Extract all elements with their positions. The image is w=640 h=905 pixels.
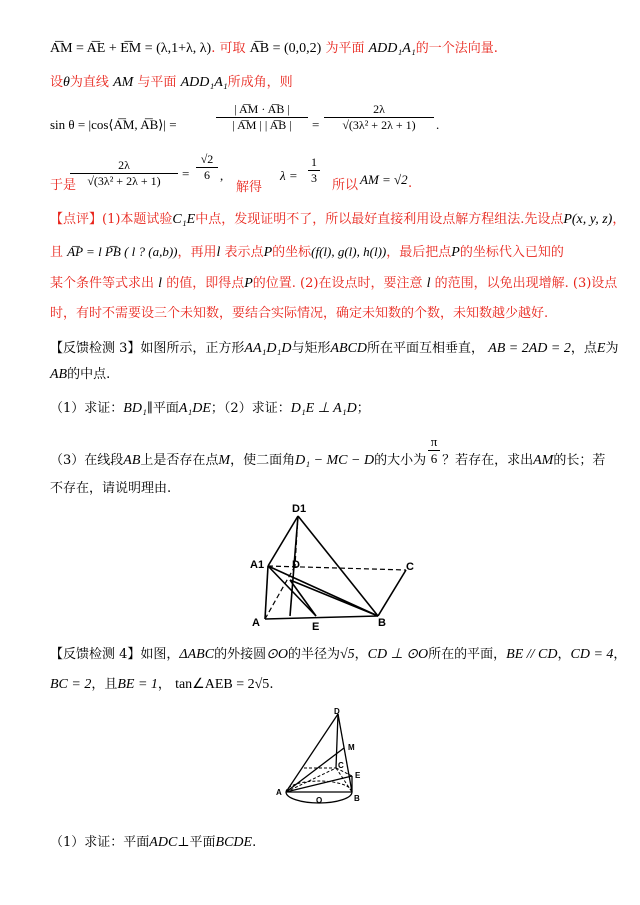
- problem-text: ，且: [91, 677, 118, 692]
- fraction-2lambda-2: [70, 158, 178, 189]
- comment-text: 某个条件等式求出: [50, 276, 155, 291]
- problem-text: ，: [613, 647, 627, 662]
- perpendicular-relation: D₁E ⊥ A₁D: [290, 401, 357, 416]
- problem-text: 的中点.: [67, 367, 111, 382]
- point-p: P(x, y, z): [563, 212, 613, 227]
- text-pick: 可取: [219, 41, 246, 56]
- be-length: BE = 1: [117, 677, 158, 692]
- p-coordinates: (f(l), g(l), h(l)): [311, 244, 387, 259]
- problem-text: 为: [605, 341, 619, 356]
- segment-bd1: BD₁: [123, 401, 147, 416]
- edge-b-c: [378, 570, 406, 616]
- problem-text: ，: [157, 677, 171, 692]
- problem-3-line-end: [50, 480, 171, 498]
- fraction-root2-over-6: [196, 152, 218, 183]
- dashed-a1-c: [268, 566, 406, 570]
- param-l: l: [426, 276, 431, 291]
- vector-ab: A͞B = (0,0,2): [249, 41, 322, 56]
- label-o: O: [316, 796, 323, 805]
- numerator-pi: π: [430, 434, 438, 449]
- point-m: M: [218, 453, 231, 468]
- problem-text: 与矩形: [291, 341, 331, 356]
- plane-a1de: A₁DE: [178, 401, 211, 416]
- label-d: D: [334, 707, 340, 716]
- text-solve: 解得: [236, 180, 263, 195]
- problem-text: ∥平面: [146, 401, 179, 416]
- numerator-2lambda: 2λ: [373, 102, 385, 116]
- comment-line-3: [50, 275, 617, 293]
- problem-text: ；: [356, 401, 370, 416]
- square-aa1d1d: AA₁D₁D: [244, 341, 292, 356]
- comma: ,: [220, 168, 224, 183]
- circle-back-arc: [286, 781, 352, 792]
- comment-text: 的范围，以免出现增解. (3)设点: [434, 276, 618, 291]
- problem-text: ；（2）求证：: [210, 401, 291, 416]
- segment-c1e: C₁E: [172, 212, 196, 227]
- point-p: P: [263, 245, 273, 260]
- denominator-6: 6: [428, 450, 440, 467]
- figure-cone: [268, 706, 388, 822]
- problem-text: ？若存在，求出: [442, 453, 534, 468]
- problem-text: （1）求证：: [50, 401, 124, 416]
- segment-am: AM: [533, 453, 554, 468]
- problem-3-line-2: [50, 366, 110, 384]
- problem-text: （1）求证：平面: [50, 835, 150, 850]
- problem-text: 的大小为: [374, 453, 427, 468]
- comment-text: 时，有时不需要设三个未知数，要结合实际情况，确定未知数的个数，未知数越少越好.: [50, 306, 549, 321]
- comment-line-2: [50, 243, 564, 262]
- edge-a1-e: [268, 566, 316, 616]
- equals-sign: =: [182, 166, 190, 181]
- problem-text: 的外接圆: [214, 647, 267, 662]
- lambda-equals: λ =: [280, 168, 298, 183]
- comment-text: 中点，发现证明不了，所以最好直接利用设点解方程组法.先设点: [195, 212, 564, 227]
- comment-text: ，最后把点: [386, 245, 452, 260]
- comment-text: 的坐标代入已知的: [459, 245, 564, 260]
- solution-line-1: [50, 40, 498, 58]
- denominator-6: 6: [196, 167, 218, 183]
- edge-d1-b: [298, 516, 378, 616]
- plane-add1a1: ADD₁A₁: [368, 41, 416, 56]
- text-angle: 所成角，则: [227, 75, 293, 90]
- period: .: [436, 117, 440, 132]
- edge-d-b: [338, 714, 352, 792]
- problem-3-line-1: [50, 340, 618, 358]
- figure-prism: [240, 500, 440, 636]
- bc-length: BC = 2: [50, 677, 92, 692]
- problem-text: .: [269, 677, 274, 692]
- segment-ab: AB: [50, 367, 68, 382]
- comment-line-4: [50, 305, 548, 323]
- text-so: 所以: [332, 178, 359, 193]
- param-l: l: [158, 276, 163, 291]
- label-e: E: [355, 771, 361, 780]
- denominator-3: 3: [308, 170, 320, 186]
- edge-d-a: [286, 714, 338, 792]
- sin-theta-lhs: sin θ = |cos⟨A͞M, A͞B⟩| =: [50, 117, 177, 132]
- vector-am-equation: A͞M = A͞E + E͞M = (λ,1+λ, λ): [50, 41, 212, 56]
- vector-ap-relation: A͞P = l P͞B ( l ? (a,b)): [67, 244, 178, 259]
- fraction-dot-over-norms: [216, 102, 308, 133]
- segment-ab: AB: [123, 453, 141, 468]
- comment-text: 【点评】(1)本题试验: [50, 212, 173, 227]
- plane-bcde: BCDE: [215, 835, 253, 850]
- comment-text: 的值，即得点: [166, 276, 245, 291]
- problem-4-question-1: [50, 834, 256, 852]
- ab-length: AB = 2AD = 2: [488, 341, 571, 356]
- result-am: AM = √2: [360, 172, 408, 187]
- rectangle-abcd: ABCD: [330, 341, 368, 356]
- label-b: B: [354, 794, 360, 803]
- text-let: 设: [50, 75, 64, 90]
- dihedral-angle: D₁ − MC − D: [295, 453, 375, 468]
- problem-text: 的半径为: [287, 647, 340, 662]
- problem-text: 所在平面互相垂直，: [367, 341, 485, 356]
- comment-text: 表示点: [224, 245, 264, 260]
- label-d1: D1: [292, 503, 307, 515]
- problem-text: ，: [557, 647, 571, 662]
- label-c: C: [406, 561, 414, 573]
- plane-adc: ADC: [149, 835, 178, 850]
- point-e: E: [596, 341, 606, 356]
- fraction-pi-over-6: [428, 434, 440, 467]
- circle-o: ⊙O: [266, 647, 288, 662]
- comment-text: ，再用: [177, 245, 217, 260]
- period: .: [408, 176, 413, 191]
- triangle-abc: ΔABC: [179, 647, 215, 662]
- label-c: C: [338, 761, 344, 770]
- point-p: P: [244, 276, 253, 291]
- numerator: 2λ: [118, 158, 130, 172]
- problem-3-question-3: [50, 452, 605, 470]
- problem-text: 【反馈检测 4】如图，: [50, 647, 180, 662]
- text-normal-vector: 的一个法向量.: [415, 41, 498, 56]
- problem-4-line-2: [50, 676, 273, 694]
- equals-sign: =: [312, 117, 320, 132]
- cd-length: CD = 4: [570, 647, 614, 662]
- numerator-dot-product: | A͞M · A͞B |: [234, 102, 290, 116]
- label-a: A: [276, 788, 282, 797]
- text-with-plane: 与平面: [137, 75, 177, 90]
- edge-a1-a: [265, 566, 268, 619]
- comment-text: 的坐标: [272, 245, 312, 260]
- edge-d-c: [336, 714, 338, 768]
- cd-perpendicular: CD ⊥ ⊙O: [367, 647, 429, 662]
- label-a1: A1: [250, 559, 265, 571]
- denominator-norms: | A͞M | | A͞B |: [216, 117, 308, 133]
- tan-aeb: tan∠AEB = 2√5: [175, 677, 270, 692]
- problem-text: 上是否存在点: [140, 453, 219, 468]
- label-b: B: [378, 617, 386, 629]
- comment-text: ，: [612, 212, 626, 227]
- param-l: l: [216, 245, 221, 260]
- edge-a-b: [265, 616, 378, 619]
- label-e: E: [312, 621, 320, 633]
- problem-text: 的长；若: [553, 453, 606, 468]
- problem-text: 【反馈检测 3】如图所示，正方形: [50, 341, 245, 356]
- problem-3-question-1-2: [50, 400, 370, 418]
- problem-text: （3）在线段: [50, 453, 124, 468]
- fraction-one-third: [308, 155, 320, 186]
- problem-text: ，: [354, 647, 368, 662]
- line-am: AM: [113, 75, 134, 90]
- text-therefore: 于是: [50, 178, 77, 193]
- problem-4-line-1: [50, 646, 626, 664]
- period: .: [211, 41, 216, 56]
- problem-text: 不存在，请说明理由.: [50, 481, 172, 496]
- fraction-2lambda: [324, 102, 434, 133]
- problem-text: ⊥平面: [177, 835, 216, 850]
- theta: θ: [63, 75, 70, 90]
- solution-line-2: [50, 74, 293, 92]
- label-m: M: [348, 743, 355, 752]
- comment-line-1: [50, 211, 625, 229]
- point-p: P: [451, 245, 460, 260]
- problem-text: 所在的平面，: [428, 647, 507, 662]
- text-line: 为直线: [69, 75, 109, 90]
- label-a: A: [252, 617, 260, 629]
- numerator-1: 1: [311, 155, 317, 169]
- radius-value: √5: [339, 647, 355, 662]
- comment-text: 的位置. (2)在设点时，要注意: [252, 276, 423, 291]
- label-d: D: [292, 559, 300, 571]
- problem-text: .: [252, 835, 257, 850]
- be-parallel-cd: BE // CD: [506, 647, 558, 662]
- numerator-root2: √2: [200, 152, 214, 166]
- denominator-sqrt: √(3λ² + 2λ + 1): [324, 117, 434, 133]
- plane-add1a1: ADD₁A₁: [180, 75, 228, 90]
- denominator: √(3λ² + 2λ + 1): [70, 173, 178, 189]
- problem-text: ，点: [570, 341, 597, 356]
- text-as-plane: 为平面: [325, 41, 365, 56]
- problem-text: ，使二面角: [230, 453, 296, 468]
- comment-text: 且: [50, 245, 64, 260]
